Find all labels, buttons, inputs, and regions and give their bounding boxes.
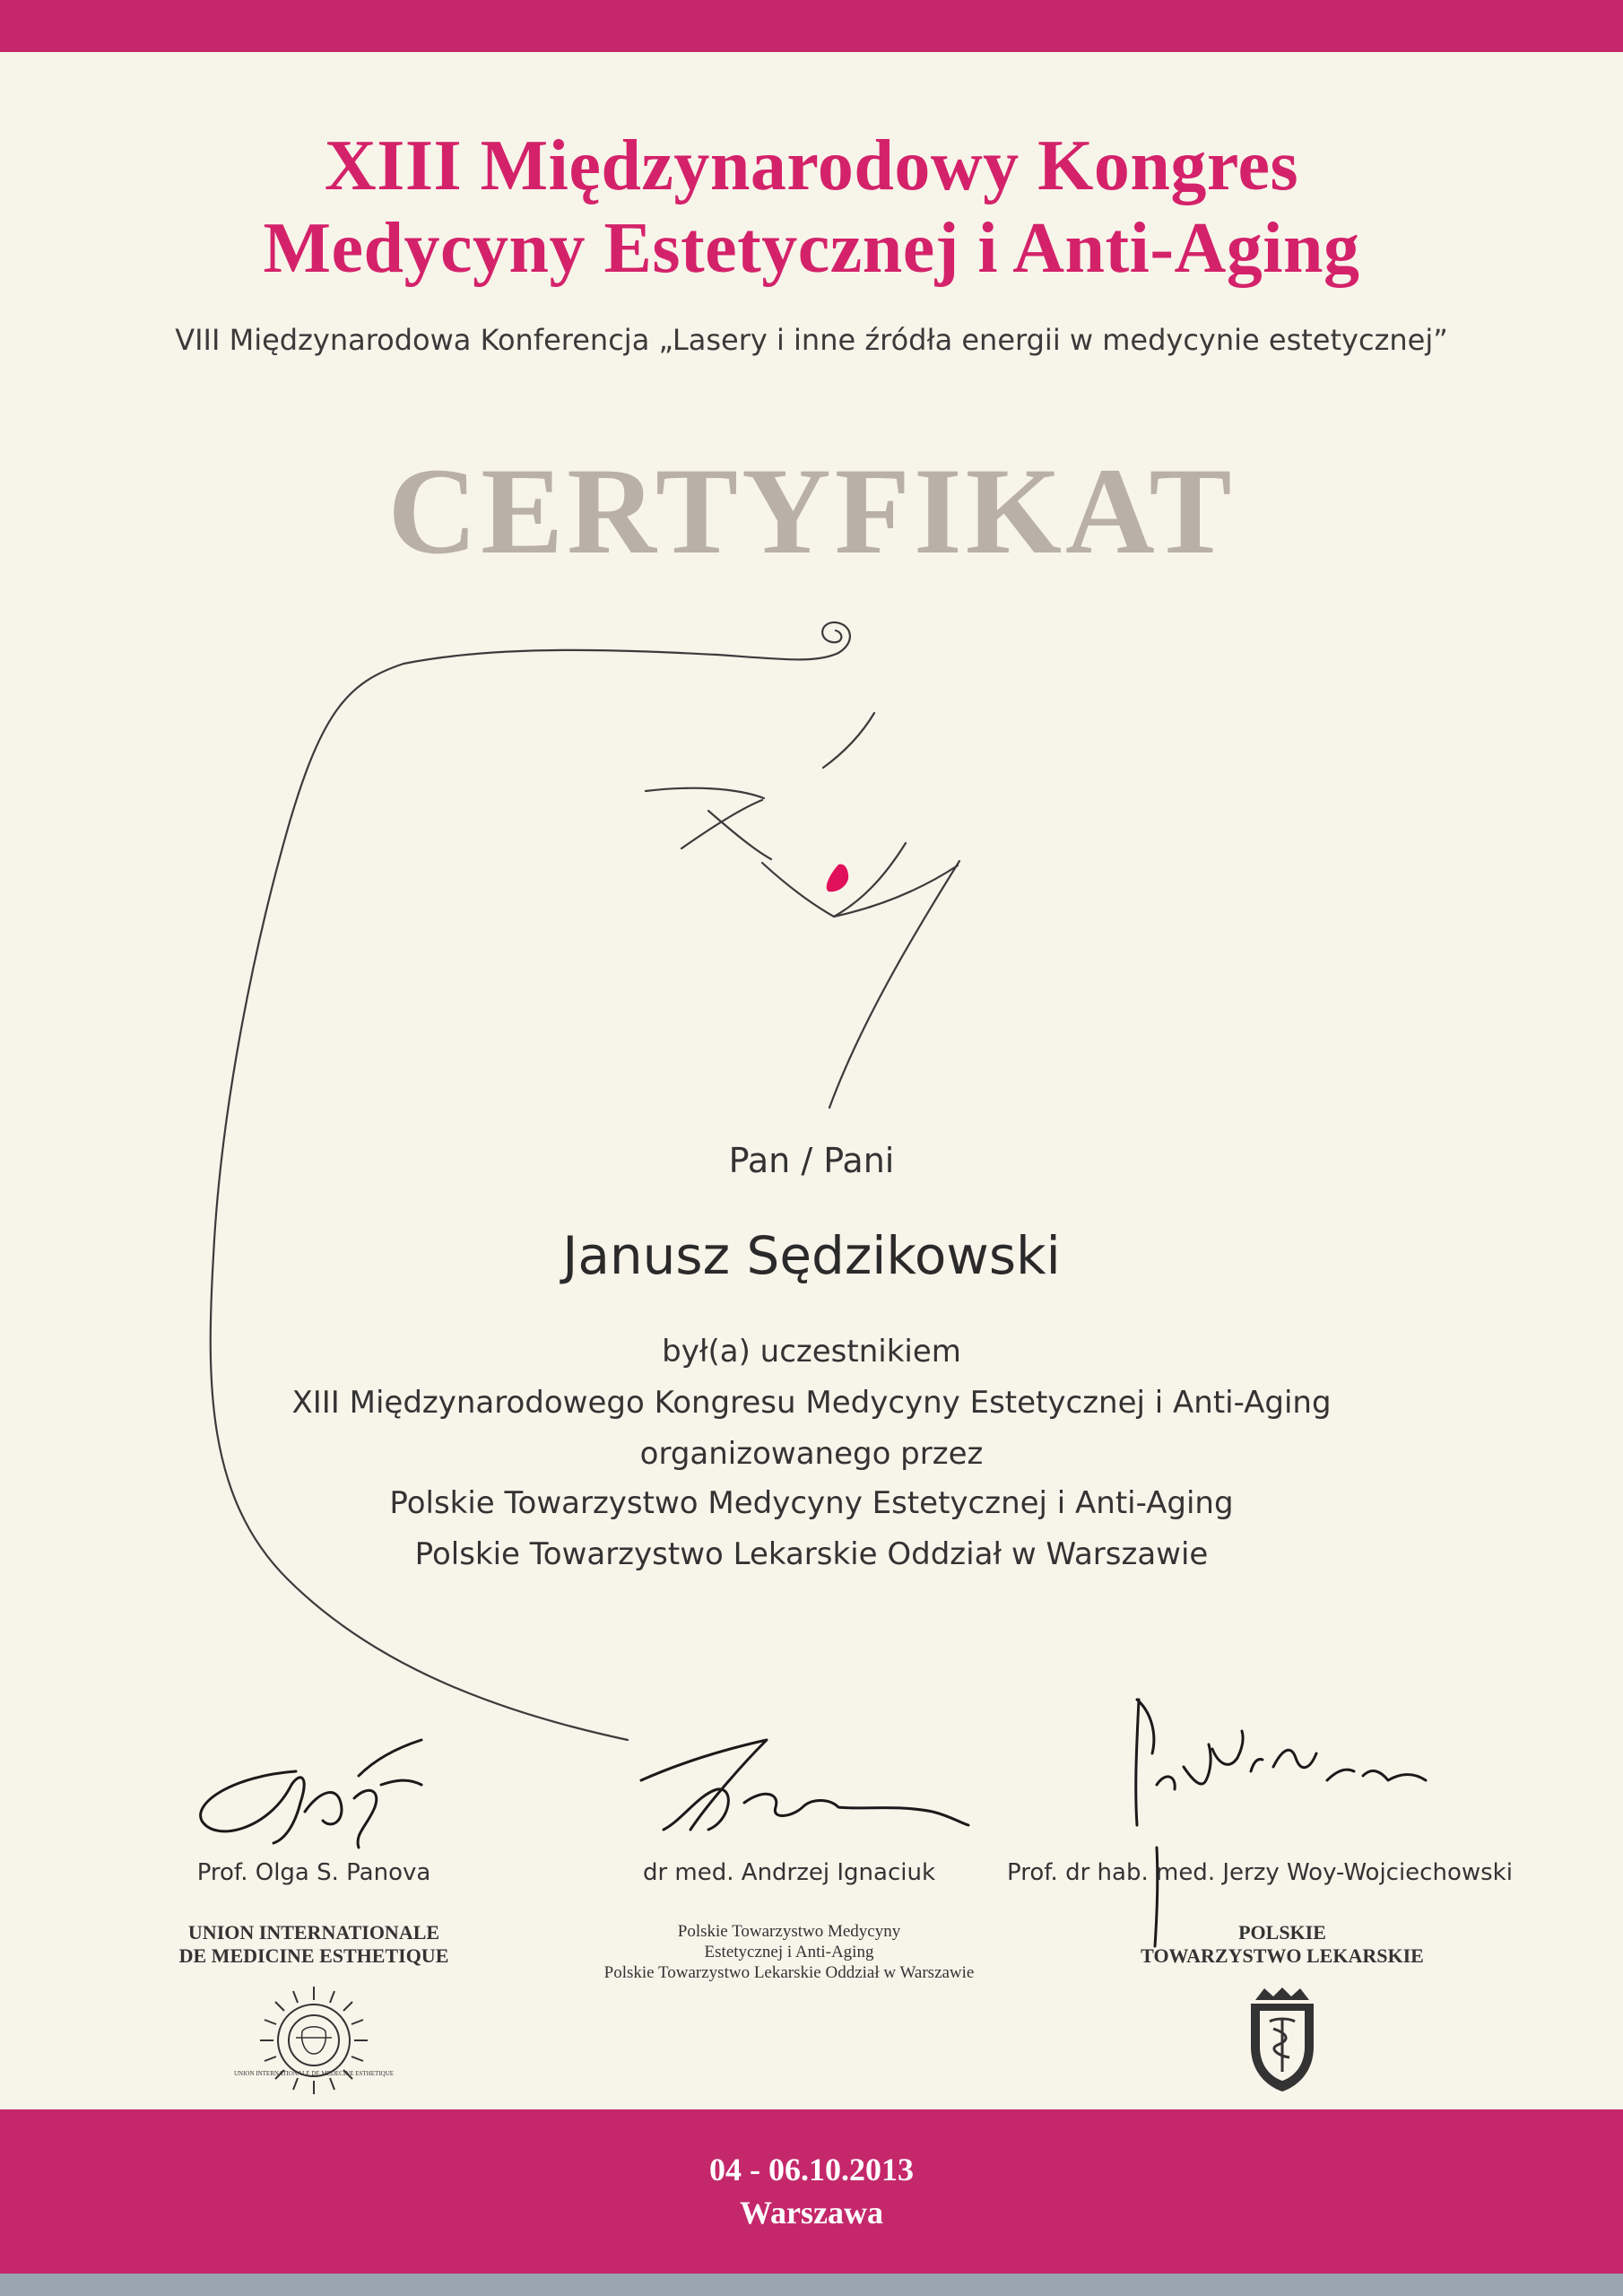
uime-seal-icon — [233, 1982, 395, 2099]
uime-org — [152, 1921, 475, 1968]
signatory-1-name: Prof. Olga S. Panova — [196, 1859, 431, 1886]
ptl-org — [1103, 1921, 1462, 1968]
body-line-4: Polskie Towarzystwo Medycyny Estetycznej i Anti-Aging — [389, 1485, 1234, 1521]
signatory-2-name: dr med. Andrzej Ignaciuk — [642, 1859, 936, 1886]
signatory-3-name: Prof. dr hab. med. Jerzy Woy-Wojciechowski — [1007, 1859, 1513, 1886]
body-line-2: XIII Międzynarodowego Kongresu Medycyny Estetycznej i Anti-Aging — [291, 1385, 1332, 1421]
ptmea-org-line3: Polskie Towarzystwo Lekarskie Oddział w Warszawie — [603, 1963, 975, 1982]
uime-org-line2: DE MEDICINE ESTHETIQUE — [178, 1944, 449, 1967]
signature-ignaciuk — [641, 1740, 968, 1830]
recipient-name: Janusz Sędzikowski — [562, 1225, 1061, 1286]
congress-title-line1: XIII Międzynarodowy Kongres — [324, 126, 1299, 205]
signature-panova — [201, 1740, 421, 1848]
body-line-1: był(a) uczestnikiem — [662, 1334, 961, 1370]
bottom-band — [0, 2109, 1623, 2274]
ptl-org-line1: POLSKIE — [1238, 1921, 1326, 1944]
ptmea-org-line2: Estetycznej i Anti-Aging — [704, 1943, 874, 1961]
conference-subtitle: VIII Międzynarodowa Konferencja „Lasery i inne źródła energii w medycynie estetycznej” — [175, 323, 1448, 357]
ptmea-org-line1: Polskie Towarzystwo Medycyny — [677, 1922, 901, 1941]
congress-title-line2: Medycyny Estetycznej i Anti-Aging — [263, 209, 1360, 288]
salutation: Pan / Pani — [728, 1141, 895, 1180]
uime-seal-text: UNION INTERNATIONALE DE MEDECINE ESTHETIQUE — [233, 2070, 395, 2077]
body-line-5: Polskie Towarzystwo Lekarskie Oddział w Warszawie — [414, 1536, 1209, 1572]
body-line-3: organizowanego przez — [639, 1436, 984, 1472]
event-city: Warszawa — [740, 2195, 883, 2231]
scan-edge — [0, 2274, 1623, 2296]
ptl-seal-icon — [1237, 1984, 1327, 2096]
ptmea-org — [538, 1921, 1040, 1983]
certificate-heading: CERTYFIKAT — [387, 442, 1236, 579]
event-date: 04 - 06.10.2013 — [709, 2152, 914, 2187]
ptl-org-line2: TOWARZYSTWO LEKARSKIE — [1141, 1944, 1424, 1967]
signature-woy-wojciechowski — [1136, 1700, 1426, 1825]
uime-org-line1: UNION INTERNATIONALE — [187, 1921, 440, 1944]
